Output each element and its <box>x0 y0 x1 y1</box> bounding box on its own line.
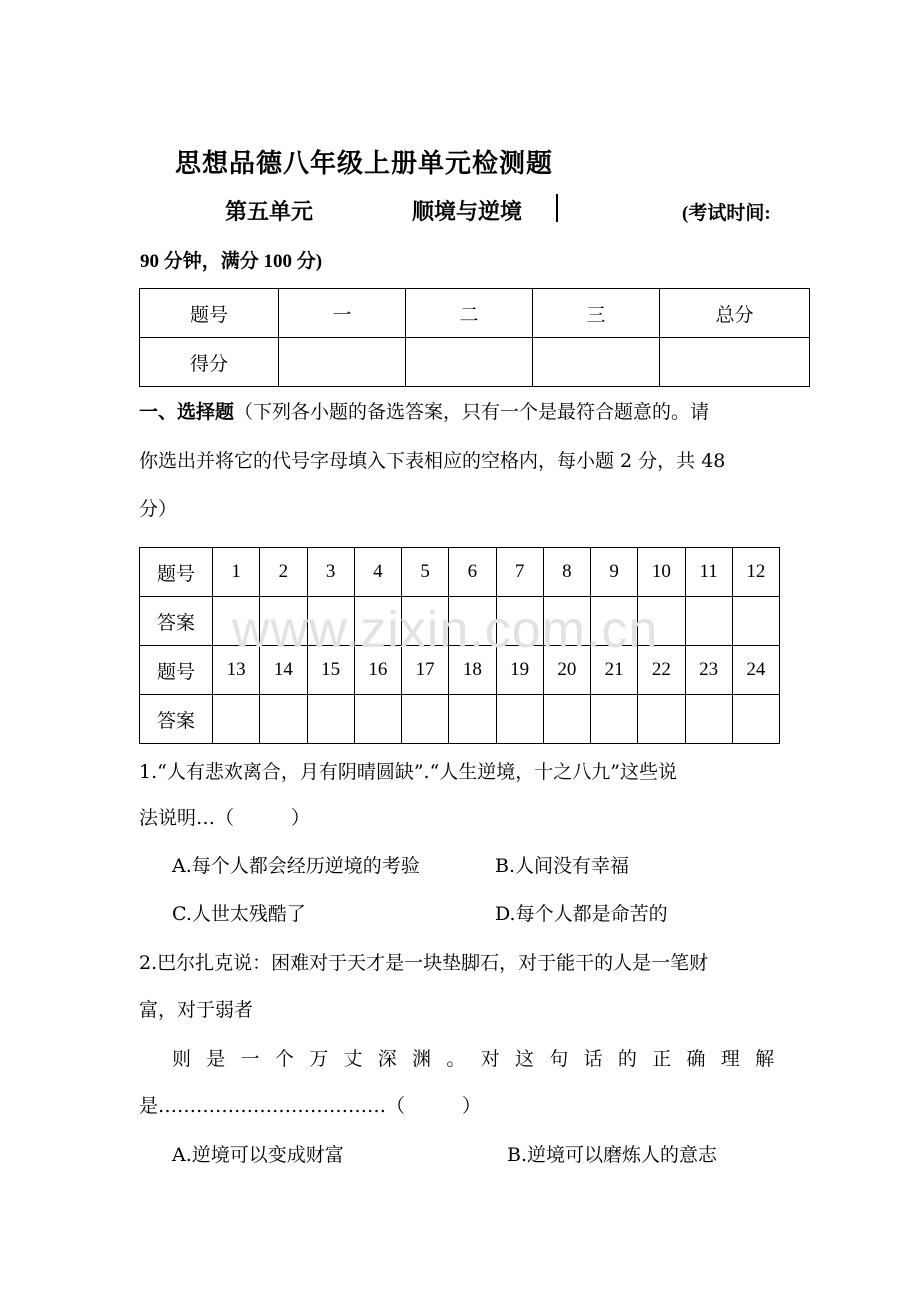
question-num-cell: 23 <box>685 646 732 695</box>
exam-time-line2: 90 分钟，满分 100 分) <box>140 251 323 272</box>
score-header-cell: 三 <box>533 289 660 338</box>
question-num-cell: 24 <box>732 646 779 695</box>
q2-stem-line1: 2.巴尔扎克说：困难对于天才是一块垫脚石，对于能干的人是一笔财 <box>139 952 709 974</box>
question-num-cell: 9 <box>591 548 638 597</box>
question-num-cell: 15 <box>307 646 354 695</box>
score-cell[interactable] <box>660 338 810 387</box>
q1-stem-line2: 法说明…（ ） <box>139 807 311 829</box>
question-num-cell: 5 <box>402 548 449 597</box>
answer-table-num-row <box>140 548 780 597</box>
num-label-cell: 题号 <box>140 646 213 695</box>
score-header-cell: 二 <box>406 289 533 338</box>
q2-stem-line3: 则是一个万丈深渊。对这句话的正确理解 <box>172 1048 790 1070</box>
answer-cell[interactable] <box>496 695 543 744</box>
question-num-cell: 6 <box>449 548 496 597</box>
question-num-cell: 20 <box>543 646 590 695</box>
section1-instr-line3: 分） <box>139 498 178 520</box>
question-num-cell: 19 <box>496 646 543 695</box>
watermark: www.zixin.com.cn <box>232 601 659 659</box>
score-label-cell: 得分 <box>140 338 279 387</box>
score-table-score-row <box>140 338 810 387</box>
question-num-cell: 21 <box>591 646 638 695</box>
unit-label: 第五单元 <box>225 199 314 225</box>
question-num-cell: 10 <box>638 548 685 597</box>
answer-cell[interactable] <box>402 695 449 744</box>
score-cell[interactable] <box>279 338 406 387</box>
score-table <box>139 288 810 387</box>
q1-option-d: D.每个人都是命苦的 <box>495 903 668 925</box>
score-header-cell: 一 <box>279 289 406 338</box>
score-table-header-row <box>140 289 810 338</box>
question-num-cell: 14 <box>260 646 307 695</box>
score-cell[interactable] <box>533 338 660 387</box>
answer-cell[interactable] <box>307 695 354 744</box>
score-header-cell: 题号 <box>140 289 279 338</box>
section1-title: 一、选择题 <box>139 401 235 423</box>
section1-instr-line1 <box>139 400 709 424</box>
answer-cell[interactable] <box>354 695 401 744</box>
answer-cell[interactable] <box>449 695 496 744</box>
question-num-cell: 3 <box>307 548 354 597</box>
question-num-cell: 4 <box>354 548 401 597</box>
question-num-cell: 17 <box>402 646 449 695</box>
q1-option-a: A.每个人都会经历逆境的考验 <box>172 855 420 877</box>
answer-cell[interactable] <box>732 695 779 744</box>
answer-table-answer-row <box>140 695 780 744</box>
question-num-cell: 1 <box>213 548 260 597</box>
page-title: 思想品德八年级上册单元检测题 <box>175 149 554 179</box>
q1-stem-line1: 1.“人有悲欢离合，月有阴晴圆缺”.“人生逆境，十之八九”这些说 <box>139 761 678 783</box>
question-num-cell: 22 <box>638 646 685 695</box>
q1-option-c: C.人世太残酷了 <box>172 903 306 925</box>
ans-label-cell: 答案 <box>140 597 213 646</box>
question-num-cell: 8 <box>543 548 590 597</box>
num-label-cell: 题号 <box>140 548 213 597</box>
section1-instr-text: （下列各小题的备选答案，只有一个是最符合题意的。请 <box>234 401 710 423</box>
section1-instr-line2: 你选出并将它的代号字母填入下表相应的空格内，每小题 2 分，共 48 <box>139 450 726 472</box>
exam-time-line1: (考试时间: <box>682 203 771 224</box>
q1-option-b: B.人间没有幸福 <box>495 855 630 877</box>
ans-label-cell: 答案 <box>140 695 213 744</box>
score-header-cell: 总分 <box>660 289 810 338</box>
q2-option-a: A.逆境可以变成财富 <box>172 1144 344 1166</box>
question-num-cell: 13 <box>213 646 260 695</box>
q2-option-b: B.逆境可以磨炼人的意志 <box>507 1144 718 1166</box>
question-num-cell: 12 <box>732 548 779 597</box>
answer-cell[interactable] <box>260 695 307 744</box>
question-num-cell: 18 <box>449 646 496 695</box>
question-num-cell: 11 <box>685 548 732 597</box>
question-num-cell: 16 <box>354 646 401 695</box>
unit-theme: 顺境与逆境 <box>412 199 523 225</box>
q2-stem-line4: 是………………………………（ ） <box>139 1095 482 1117</box>
question-num-cell: 2 <box>260 548 307 597</box>
answer-cell[interactable] <box>591 695 638 744</box>
answer-cell[interactable] <box>543 695 590 744</box>
q2-stem-line2: 富，对于弱者 <box>139 999 254 1021</box>
answer-cell[interactable] <box>685 695 732 744</box>
score-cell[interactable] <box>406 338 533 387</box>
answer-cell[interactable] <box>213 695 260 744</box>
answer-cell[interactable] <box>638 695 685 744</box>
answer-cell[interactable] <box>732 597 779 646</box>
question-num-cell: 7 <box>496 548 543 597</box>
answer-cell[interactable] <box>685 597 732 646</box>
text-cursor <box>556 194 558 222</box>
